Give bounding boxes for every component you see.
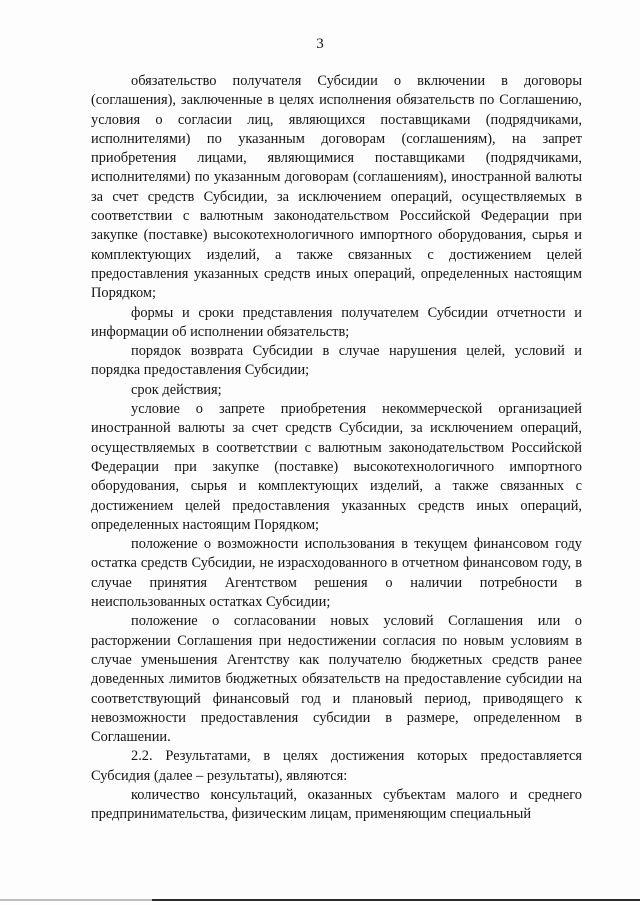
paragraph-1: обязательство получателя Субсидии о включении в договоры (соглашения), заключенные в целях исполнения обязательств по Соглашению, условия о согласии лиц, являющихся поставщиками (подрядчиками, исполнителями) по указанным договорам (соглашениям), на запрет приобретения лицами, являющимися поставщиками (подрядчиками, исполнителями) по указанным договорам (соглашениям), иностранной валюты за счет средств Субсидии, за исключением операций, осуществляемых в соответствии с валютным законодательством Российской Федерации при закупке (поставке) высокотехнологичного импортного оборудования, сырья и комплектующих изделий, а также связанных с достижением целей предоставления указанных средств иных операций, определенных настоящим Порядком; (91, 73, 582, 302)
document-body (91, 72, 582, 825)
paragraph-4: срок действия; (131, 381, 222, 398)
paragraph-2: формы и сроки представления получателем Субсидии отчетности и информации об исполнении обязательств; (91, 304, 582, 340)
paragraph-3: порядок возврата Субсидии в случае нарушения целей, условий и порядка предоставления Субсидии; (91, 343, 582, 379)
paragraph-8: 2.2. Результатами, в целях достижения которых предоставляется Субсидия (далее – результаты), являются: (91, 748, 582, 784)
scan-edge-dark (152, 899, 640, 901)
paragraph-5: условие о запрете приобретения некоммерческой организацией иностранной валюты за счет средств Субсидии, за исключением операций, осуществляемых в соответствии с валютным законодательством Российской Федерации при закупке (поставке) высокотехнологичного импортного оборудования, сырья и комплектующих изделий, а также связанных с достижением целей предоставления указанных средств иных операций, определенных настоящим Порядком; (91, 401, 582, 533)
scan-edge-light (0, 899, 152, 901)
page-number: 3 (316, 36, 324, 52)
paragraph-9: количество консультаций, оказанных субъектам малого и среднего предпринимательства, физическим лицам, применяющим специальный (91, 786, 582, 823)
paragraph-7: положение о согласовании новых условий Соглашения или о расторжении Соглашения при недостижении согласия по новым условиям в случае уменьшения Агентству как получателю бюджетных средств ранее доведенных лимитов бюджетных обязательств на предоставление субсидии на соответствующий финансовый год и плановый период, приводящего к невозможности предоставления субсидии в размере, определенном в Соглашении. (91, 613, 582, 746)
paragraph-6: положение о возможности использования в текущем финансовом году остатка средств Субсидии, не израсходованного в отчетном финансовом году, в случае принятия Агентством решения о наличии потребности в неиспользованных остатках Субсидии; (91, 536, 582, 611)
